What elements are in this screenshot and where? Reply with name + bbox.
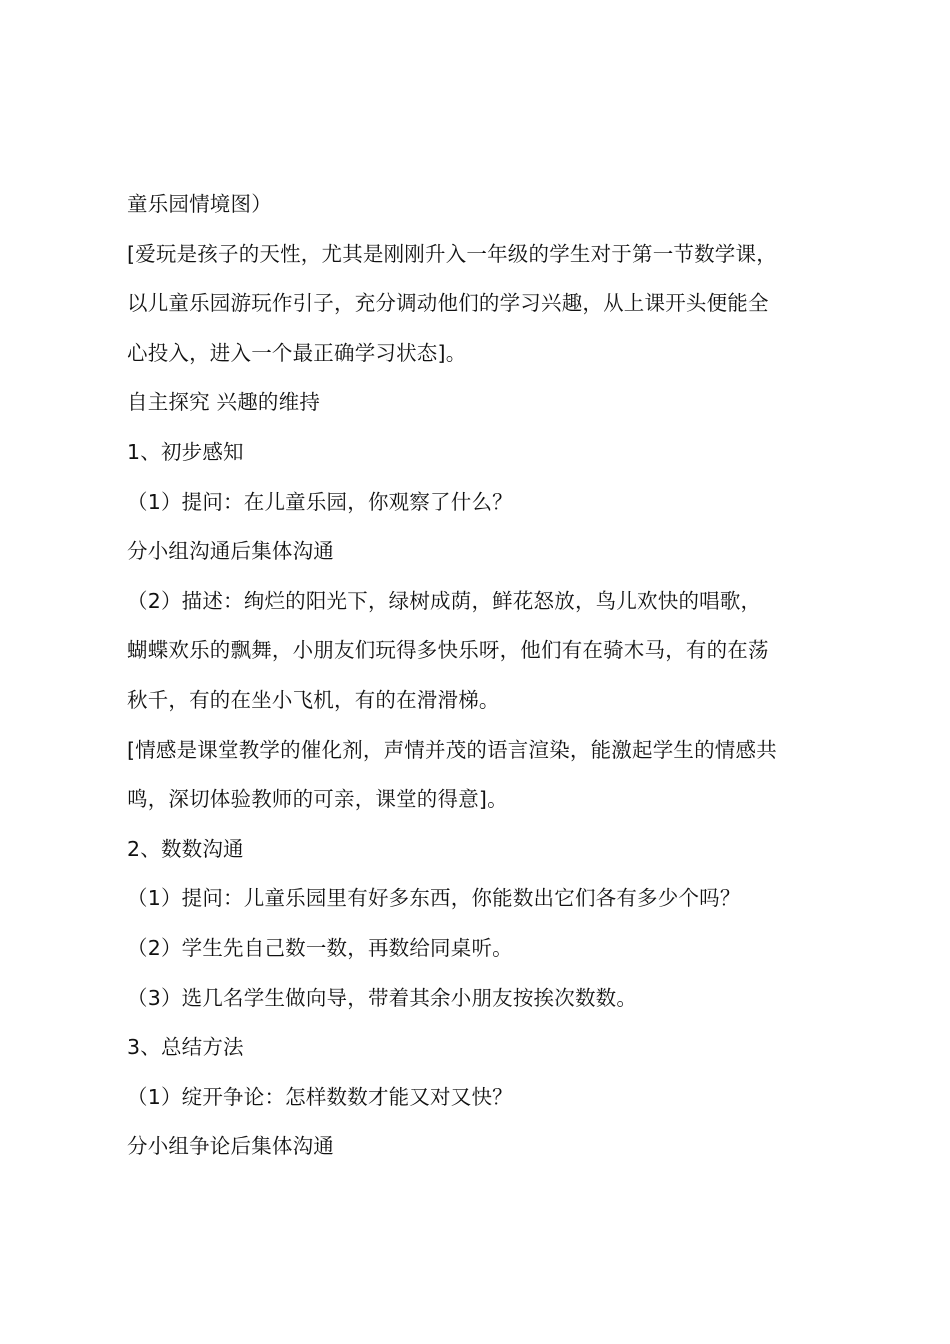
- list-item: （2）描述：绚烂的阳光下，绿树成荫，鲜花怒放，鸟儿欢快的唱歌，: [127, 588, 762, 613]
- list-item: （2）学生先自己数一数，再数给同桌听。: [127, 935, 513, 960]
- text-line: 蝴蝶欢乐的飘舞，小朋友们玩得多快乐呀，他们有在骑木马，有的在荡: [127, 638, 769, 663]
- text-line: [情感是课堂教学的催化剂，声情并茂的语言渲染，能激起学生的情感共: [127, 737, 777, 762]
- text-line: 分小组沟通后集体沟通: [127, 539, 334, 564]
- list-item: （3）选几名学生做向导，带着其余小朋友按挨次数数。: [127, 985, 638, 1010]
- subsection-heading: 3、总结方法: [127, 1035, 244, 1060]
- document-body: [127, 180, 837, 1172]
- list-item: （1）绽开争论：怎样数数才能又对又快？: [127, 1084, 513, 1109]
- list-item: （1）提问：儿童乐园里有好多东西，你能数出它们各有多少个吗？: [127, 886, 741, 911]
- subsection-heading: 2、数数沟通: [127, 836, 244, 861]
- text-line: 心投入，进入一个最正确学习状态]。: [127, 340, 467, 365]
- text-line: 童乐园情境图）: [127, 192, 272, 216]
- text-line: 鸣，深切体验教师的可亲，课堂的得意]。: [127, 787, 508, 812]
- text-line: 以儿童乐园游玩作引子，充分调动他们的学习兴趣，从上课开头便能全: [127, 291, 769, 316]
- text-line: [爱玩是孩子的天性，尤其是刚刚升入一年级的学生对于第一节数学课，: [127, 241, 777, 266]
- section-heading: 自主探究 兴趣的维持: [127, 390, 321, 415]
- text-line: 分小组争论后集体沟通: [127, 1134, 334, 1159]
- text-line: 秋千，有的在坐小飞机，有的在滑滑梯。: [127, 687, 500, 712]
- list-item: （1）提问：在儿童乐园，你观察了什么？: [127, 489, 513, 514]
- subsection-heading: 1、初步感知: [127, 439, 244, 464]
